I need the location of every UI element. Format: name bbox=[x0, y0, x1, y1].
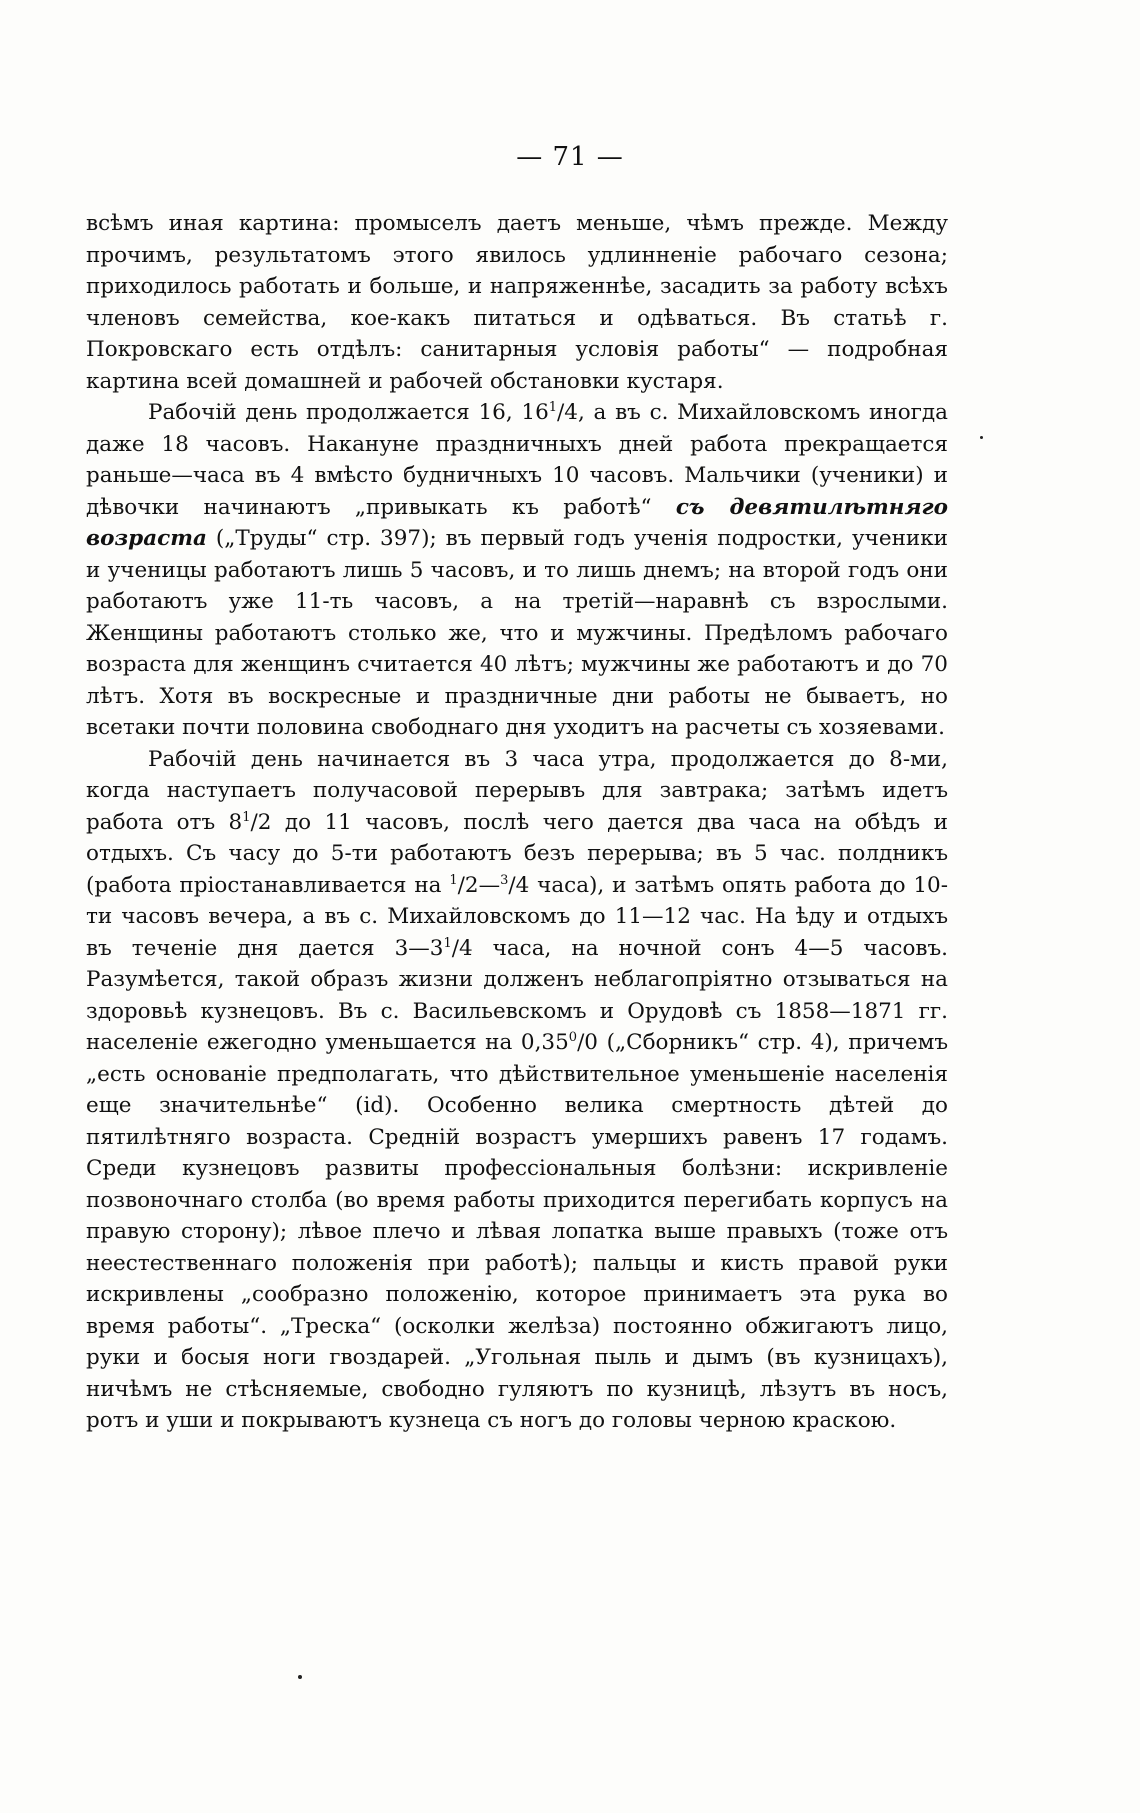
paragraph-1 bbox=[86, 208, 948, 397]
scan-speck bbox=[980, 436, 983, 439]
text-segment: („Труды“ стр. 397); въ первый годъ ученія подростки, ученики и ученицы работаютъ лишь 5 часовъ, и то лишь днемъ; на второй годъ они работаютъ уже 11-ть часовъ, а на третій—наравнѣ съ взрослыми. Женщины работаютъ столько же, что и мужчины. Предѣломъ рабочаго возраста для женщинъ считается 40 лѣтъ; мужчины же работаютъ и до 70 лѣтъ. Хотя въ воскресные и праздничные дни работы не бываетъ, но всетаки почти половина свободнаго дня уходитъ на расчеты съ хозяевами. bbox=[86, 526, 948, 740]
percent-superscript: 0 bbox=[568, 1030, 578, 1045]
page-number: — 71 — bbox=[516, 142, 624, 172]
text-segment: всѣмъ иная картина: промыселъ даетъ меньше, чѣмъ прежде. Между прочимъ, результатомъ этого явилось удлинненіе рабочаго сезона; приходилось работать и больше, и напряженнѣе, засадить за работу всѣхъ членовъ семейства, кое-какъ питаться и одѣваться. Въ статьѣ г. Покровскаго есть отдѣлъ: санитарныя условія работы“ — подробная картина всей домашней и рабочей обстановки кустаря. bbox=[86, 211, 948, 394]
text-segment: /4, а въ с. Михайловскомъ иногда даже 18 часовъ. Накануне праздничныхъ дней работа прекращается раньше—часа въ 4 вмѣсто будничныхъ 10 часовъ. Мальчики (ученики) и дѣвочки начинаютъ „привыкать къ работѣ“ bbox=[86, 400, 948, 520]
text-segment: /0 („Сборникъ“ стр. 4), причемъ „есть основаніе предполагать, что дѣйствительное уменьшеніе населенія еще значительнѣе“ (id). Особенно велика смертность дѣтей до пятилѣтняго возраста. Средній возрастъ умершихъ равенъ 17 годамъ. Среди кузнецовъ развиты профессіональныя болѣзни: искривленіе позвоночнаго столба (во время работы приходится перегибать корпусъ на правую сторону); лѣвое плечо и лѣвая лопатка выше правыхъ (тоже отъ неестественнаго положенія при работѣ); пальцы и кисть правой руки искривлены „сообразно положенію, которое принимаетъ эта рука во время работы“. „Треска“ (осколки желѣза) постоянно обжигаютъ лицо, руки и босыя ноги гвоздарей. „Угольная пыль и дымъ (въ кузницахъ), ничѣмъ не стѣсняемые, свободно гуляютъ по кузницѣ, лѣзутъ въ носъ, ротъ и уши и покрываютъ кузнеца съ ногъ до головы черною краскою. bbox=[86, 1030, 949, 1433]
fraction-numerator: 3 bbox=[500, 872, 509, 888]
fraction-numerator: 1 bbox=[242, 809, 251, 825]
text-segment: Рабочій день начинается въ 3 часа утра, продолжается до 8-ми, когда наступаетъ получасовой перерывъ для завтрака; затѣмъ идетъ работа отъ 8 bbox=[86, 746, 948, 835]
emphasis-text: съ девятилѣтняго возраста bbox=[86, 494, 948, 551]
fraction-numerator: 1 bbox=[548, 400, 558, 415]
text-segment: /2— bbox=[457, 872, 501, 898]
paragraph-2 bbox=[86, 397, 948, 744]
text-segment: /4 часа, на ночной сонъ 4—5 часовъ. Разумѣется, такой образъ жизни долженъ неблагопріятно отзываться на здоровьѣ кузнецовъ. Въ с. Васильевскомъ и Орудовѣ съ 1858—1871 гг. населеніе ежегодно уменьшается на 0,35 bbox=[86, 935, 949, 1055]
fraction-numerator: 1 bbox=[443, 935, 452, 951]
fraction-numerator: 1 bbox=[449, 872, 458, 888]
text-segment: /4 часа), и затѣмъ опять работа до 10-ти часовъ вечера, а въ с. Михайловскомъ до 11—12 час. На ѣду и отдыхъ въ теченіе дня дается 3—3 bbox=[86, 872, 948, 961]
paragraph-3 bbox=[86, 744, 948, 1437]
text-segment: Рабочій день продолжается 16, 16 bbox=[148, 400, 549, 425]
body-text bbox=[86, 208, 948, 1437]
text-segment: /2 до 11 часовъ, послѣ чего дается два часа на обѣдъ и отдыхъ. Съ часу до 5-ти работаютъ безъ перерыва; въ 5 час. полдникъ (работа пріостанавливается на bbox=[86, 809, 948, 898]
scan-speck bbox=[298, 1675, 302, 1679]
